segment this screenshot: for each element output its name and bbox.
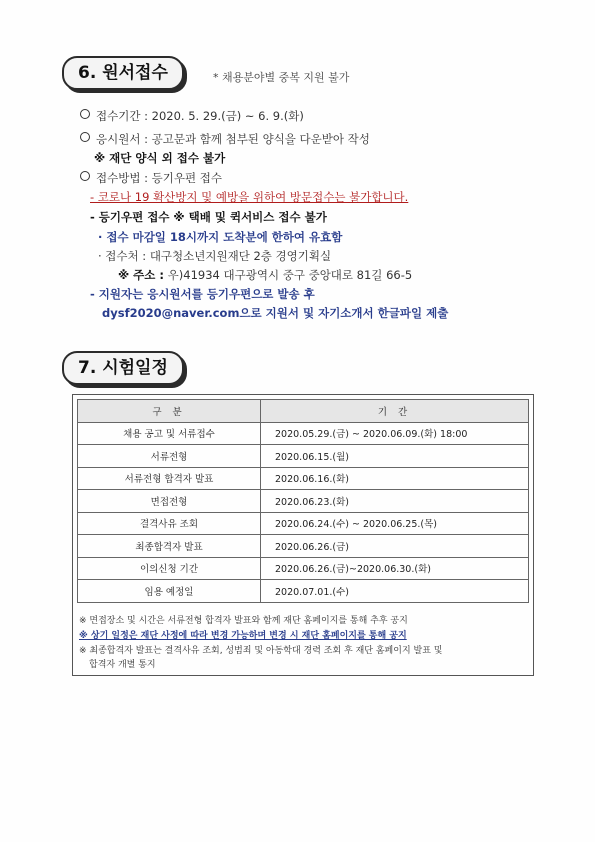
docs-warning: ※ 재단 양식 외 접수 불가 (94, 151, 226, 165)
schedule-table (77, 399, 529, 603)
table-row: 이의신청 기간 2020.06.26.(금)~2020.06.30.(화) (78, 557, 529, 580)
period-line: 접수기간 : 2020. 5. 29.(금) ~ 6. 9.(화) (80, 108, 304, 124)
table-row: 서류전형 2020.06.15.(월) (78, 445, 529, 468)
email-line-2: dysf2020@naver.com으로 지원서 및 자기소개서 한글파일 제출 (102, 306, 449, 320)
table-row: 최종합격자 발표 2020.06.26.(금) (78, 535, 529, 558)
table-row: 서류전형 합격자 발표 2020.06.16.(화) (78, 467, 529, 490)
table-header-row (78, 400, 529, 423)
section-6-note: * 채용분야별 중복 지원 불가 (213, 71, 350, 84)
registered-mail-line: - 등기우편 접수 ※ 택배 및 퀵서비스 접수 불가 (90, 210, 327, 224)
method-line: 접수방법 : 등기우편 접수 (80, 170, 222, 186)
table-row: 채용 공고 및 서류접수 2020.05.29.(금) ~ 2020.06.09.(화) 18:00 (78, 422, 529, 445)
schedule-note: 합격자 개별 통지 (89, 660, 156, 670)
place-line: · 접수처 : 대구청소년지원재단 2층 경영기획실 (98, 249, 332, 263)
schedule-box (72, 394, 534, 676)
section-7-title: 7. 시험일정 (62, 351, 184, 385)
table-row: 면접전형 2020.06.23.(화) (78, 490, 529, 513)
circle-bullet-icon (80, 109, 90, 119)
email-line-1: - 지원자는 응시원서를 등기우편으로 발송 후 (90, 287, 315, 301)
docs-line: 응시원서 : 공고문과 함께 첨부된 양식을 다운받아 작성 (80, 131, 370, 147)
schedule-note: ※ 최종합격자 발표는 결격사유 조회, 성범죄 및 아동학대 경력 조회 후 재단 홈페이지 발표 및 (79, 646, 443, 656)
section-6-title: 6. 원서접수 (62, 56, 184, 90)
table-row: 임용 예정일 2020.07.01.(수) (78, 580, 529, 603)
header-category: 구 분 (78, 400, 261, 423)
circle-bullet-icon (80, 171, 90, 181)
schedule-note-emphasis: ※ 상기 일정은 재단 사정에 따라 변경 가능하며 변경 시 재단 홈페이지를 통해 공지 (79, 631, 407, 641)
deadline-line: · 접수 마감일 18시까지 도착분에 한하여 유효함 (98, 230, 343, 244)
table-row: 결격사유 조회 2020.06.24.(수) ~ 2020.06.25.(목) (78, 512, 529, 535)
header-period: 기 간 (261, 400, 529, 423)
address-line: ※ 주소 : 우)41934 대구광역시 중구 중앙대로 81길 66-5 (118, 268, 413, 282)
schedule-note: ※ 면접장소 및 시간은 서류전형 합격자 발표와 함께 재단 홈페이지를 통해 추후 공지 (79, 616, 408, 626)
circle-bullet-icon (80, 132, 90, 142)
corona-notice: - 코로나 19 확산방지 및 예방을 위하여 방문접수는 불가합니다. (90, 190, 409, 204)
